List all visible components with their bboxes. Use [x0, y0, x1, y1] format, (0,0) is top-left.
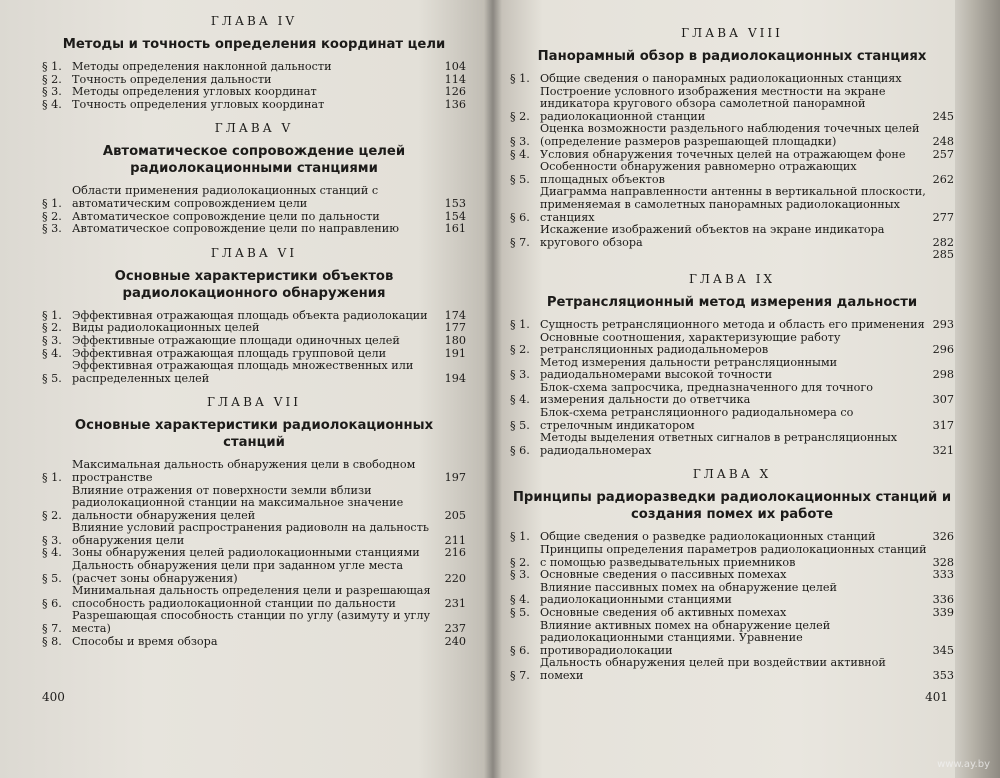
section-page: 293	[932, 317, 954, 331]
section-number: § 6.	[510, 443, 530, 457]
section-title: Дальность обнаружения цели при заданном угле места (расчет зоны обнаружения)	[72, 559, 404, 585]
section-page: 345	[932, 643, 954, 657]
chapter-title: Принципы радиоразведки радиолокационных станций и создания помех их работе	[512, 490, 952, 523]
section-page: 277	[932, 210, 954, 224]
section-title: Эффективные отражающие площади одиночных целей	[72, 333, 400, 347]
section-page: 194	[444, 371, 466, 385]
section-number: § 3.	[42, 333, 62, 347]
section-page: 180	[444, 333, 466, 347]
toc-entry	[42, 223, 466, 236]
section-page: 245	[932, 109, 954, 123]
toc-entry	[42, 185, 466, 210]
section-page: 317	[932, 418, 954, 432]
section-title: Влияние активных помех на обнаружение целей радиолокационными станциями. Уравнение противорадиолокации	[540, 618, 831, 657]
section-title: Эффективная отражающая площадь групповой цели	[72, 346, 387, 360]
section-number: § 3.	[42, 222, 62, 236]
section-title: Оценка возможности раздельного наблюдения точечных целей (определение размеров разрешающей площадки)	[540, 122, 920, 148]
section-number: § 8.	[42, 634, 62, 648]
section-page: 211	[444, 533, 466, 547]
section-page: 298	[932, 368, 954, 382]
toc-entry	[42, 61, 466, 74]
toc-entry	[42, 485, 466, 523]
toc-list	[42, 61, 466, 111]
section-number: § 6.	[42, 596, 62, 610]
toc-entry	[510, 86, 954, 124]
section-page: 296	[932, 343, 954, 357]
section-number: § 5.	[510, 418, 530, 432]
toc-entry	[42, 585, 466, 610]
section-number: § 6.	[510, 643, 530, 657]
toc-entry	[510, 357, 954, 382]
section-number: § 2.	[510, 109, 530, 123]
section-title: Области применения радиолокационных станций с автоматическим сопровождением цели	[72, 184, 379, 210]
section-title: Основные сведения об активных помехах	[540, 606, 787, 619]
section-number: § 6.	[510, 210, 530, 224]
section-page: 237	[444, 622, 466, 636]
section-number: § 2.	[42, 209, 62, 223]
toc-entry	[510, 657, 954, 682]
chapter-label: ГЛАВА IV	[210, 14, 298, 28]
section-title: Методы определения наклонной дальности	[72, 60, 332, 73]
toc-list	[510, 531, 954, 682]
section-title: Дальность обнаружения целей при воздействии активной помехи	[540, 656, 886, 682]
section-number: § 5.	[42, 571, 62, 585]
toc-entry	[42, 522, 466, 547]
section-title: Способы и время обзора	[72, 634, 218, 648]
chapter-label: ГЛАВА VII	[207, 395, 301, 410]
book-gutter-shadow	[484, 0, 502, 778]
section-title: Методы выделения ответных сигналов в ретрансляционных радиодальномерах	[540, 431, 898, 457]
section-number: § 5.	[510, 606, 530, 619]
section-title: Блок-схема ретрансляционного радиодальномера со стрелочным индикатором	[540, 406, 854, 432]
section-page: 282	[932, 235, 954, 249]
right-page-contents	[510, 26, 954, 683]
toc-entry	[510, 569, 954, 582]
page-number-right: 401	[925, 690, 948, 704]
section-page: 177	[444, 321, 466, 335]
section-number: § 5.	[42, 371, 62, 385]
section-page: 154	[444, 209, 466, 223]
section-title: Эффективная отражающая площадь множественных или распределенных целей	[72, 359, 414, 385]
toc-entry	[510, 73, 954, 86]
section-title: Искажение изображений объектов на экране индикатора кругового обзора	[540, 223, 885, 249]
toc-entry	[510, 249, 954, 262]
section-number: § 7.	[510, 235, 530, 249]
toc-entry	[510, 186, 954, 224]
section-title: Основные соотношения, характеризующие работу ретрансляционных радиодальномеров	[540, 330, 841, 357]
section-page: 339	[932, 606, 954, 619]
section-page: 191	[444, 346, 466, 360]
section-page: 153	[444, 196, 466, 210]
section-page: 231	[444, 596, 466, 610]
page-edge	[955, 0, 1000, 778]
section-page: 248	[932, 134, 954, 148]
section-page: 285	[932, 248, 954, 262]
section-page: 197	[444, 470, 466, 484]
section-title: Минимальная дальность определения цели и разрешающая способность радиолокационной станции по дальности	[72, 584, 431, 610]
section-title: Условия обнаружения точечных целей на отражающем фоне	[540, 147, 906, 161]
toc-entry	[510, 224, 954, 249]
section-title: Метод измерения дальности ретрансляционными радиодальномерами высокой точности	[540, 355, 838, 382]
toc-entry	[42, 360, 466, 385]
toc-entry	[510, 607, 954, 620]
section-number: § 2.	[510, 343, 530, 357]
toc-entry	[510, 332, 954, 357]
section-number: § 1.	[510, 317, 530, 331]
toc-entry	[510, 382, 954, 407]
section-page: 104	[444, 60, 466, 73]
section-number: § 1.	[42, 196, 62, 210]
section-title: Разрешающая способность станции по углу (азимуту и углу места)	[72, 609, 431, 636]
section-title: Влияние отражения от поверхности земли вблизи радиолокационной станции на максимальное значение дальности обнаружения целей	[72, 483, 404, 522]
toc-entry	[510, 123, 954, 148]
toc-entry	[42, 99, 466, 112]
chapter-label: ГЛАВА V	[214, 121, 294, 136]
section-page: 161	[444, 222, 466, 236]
section-number: § 2.	[510, 555, 530, 569]
section-title: Построение условного изображения местности на экране индикатора кругового обзора самолетной панорамной радиолокационной станции	[540, 84, 886, 123]
section-page: 174	[444, 308, 466, 322]
section-number: § 3.	[42, 533, 62, 547]
section-title: Точность определения угловых координат	[72, 97, 325, 111]
page-number-left: 400	[42, 690, 65, 704]
section-number: § 2.	[42, 321, 62, 335]
section-number: § 7.	[510, 668, 530, 682]
section-page: 136	[444, 97, 466, 111]
section-number: § 1.	[510, 72, 530, 85]
section-title: Точность определения дальности	[72, 72, 272, 86]
toc-entry	[510, 620, 954, 658]
section-number: § 4.	[42, 546, 62, 560]
section-page: 333	[932, 568, 954, 582]
toc-entry	[42, 560, 466, 585]
chapter-label: ГЛАВА IX	[688, 271, 776, 286]
section-page: 205	[444, 508, 466, 522]
section-number: § 1.	[510, 530, 530, 544]
section-number: § 1.	[42, 308, 62, 322]
chapter-label: ГЛАВА X	[692, 467, 772, 482]
section-page: 321	[932, 443, 954, 457]
section-title: Влияние условий распространения радиоволн на дальность обнаружения цели	[72, 521, 429, 547]
chapter-title: Основные характеристики радиолокационных станций	[74, 418, 434, 451]
section-number: § 5.	[510, 172, 530, 186]
toc-entry	[42, 86, 466, 99]
section-title: Влияние пассивных помех на обнаружение целей радиолокационными станциями	[540, 580, 837, 607]
section-title: Автоматическое сопровождение цели по направлению	[72, 222, 399, 236]
section-title: Общие сведения о разведке радиолокационных станций	[540, 530, 876, 544]
toc-entry	[42, 459, 466, 484]
section-number: § 4.	[510, 147, 530, 161]
section-title: Основные сведения о пассивных помехах	[540, 568, 787, 582]
toc-entry	[510, 544, 954, 569]
section-page: 216	[444, 546, 466, 560]
chapter-label: ГЛАВА VI	[210, 245, 298, 260]
left-page	[0, 0, 492, 778]
section-number: § 2.	[42, 72, 62, 86]
section-title: Блок-схема запросчика, предназначенного для точного измерения дальности до ответчика	[540, 380, 873, 407]
section-page: 328	[932, 555, 954, 569]
toc-list	[510, 319, 954, 458]
section-number: § 1.	[42, 60, 62, 73]
chapter-title: Автоматическое сопровождение целей радиолокационными станциями	[102, 144, 406, 177]
section-number: § 4.	[510, 593, 530, 607]
toc-list	[42, 185, 466, 235]
section-number: § 3.	[42, 85, 62, 99]
chapter-label: ГЛАВА VIII	[681, 26, 783, 40]
section-title: Методы определения угловых координат	[72, 85, 317, 99]
section-page: 307	[932, 393, 954, 407]
chapter-title: Ретрансляционный метод измерения дальности	[546, 294, 918, 310]
toc-entry	[42, 335, 466, 348]
section-title: Автоматическое сопровождение цели по дальности	[72, 209, 380, 223]
section-title: Виды радиолокационных целей	[72, 321, 260, 335]
toc-entry	[510, 432, 954, 457]
left-page-contents	[42, 14, 466, 648]
section-page: 114	[444, 72, 466, 86]
toc-entry	[42, 636, 466, 649]
section-number: § 7.	[42, 622, 62, 636]
section-number: § 3.	[510, 568, 530, 582]
section-number: § 3.	[510, 134, 530, 148]
toc-entry	[510, 319, 954, 332]
section-title: Принципы определения параметров радиолокационных станций с помощью разведывательных приемников	[540, 543, 927, 569]
section-page: 257	[932, 147, 954, 161]
section-page: 126	[444, 85, 466, 99]
section-page: 353	[932, 668, 954, 682]
section-number: § 4.	[42, 346, 62, 360]
section-page: 240	[444, 634, 466, 648]
section-number: § 2.	[42, 508, 62, 522]
section-title: Диаграмма направленности антенны в вертикальной плоскости, применяемая в самолетных панорамных радиолокационных станциях	[540, 185, 926, 224]
chapter-title: Панорамный обзор в радиолокационных станциях	[537, 49, 927, 64]
watermark: www.ay.by	[937, 759, 990, 770]
toc-entry	[510, 161, 954, 186]
section-title: Эффективная отражающая площадь объекта радиолокации	[72, 308, 428, 322]
toc-list	[510, 73, 954, 262]
section-title: Общие сведения о панорамных радиолокационных станциях	[540, 72, 902, 85]
section-title: Сущность ретрансляционного метода и область его применения	[540, 317, 925, 331]
toc-entry	[510, 582, 954, 607]
section-number: § 3.	[510, 368, 530, 382]
section-page: 336	[932, 593, 954, 607]
toc-list	[42, 459, 466, 648]
section-number: § 4.	[510, 393, 530, 407]
section-page: 220	[444, 571, 466, 585]
toc-entry	[42, 610, 466, 635]
right-page	[492, 0, 1000, 778]
section-number: § 4.	[42, 97, 62, 111]
section-page: 262	[932, 172, 954, 186]
section-title: Максимальная дальность обнаружения цели в свободном пространстве	[72, 458, 416, 484]
toc-list	[42, 310, 466, 386]
chapter-title: Методы и точность определения координат цели	[62, 37, 446, 52]
section-number: § 1.	[42, 470, 62, 484]
toc-entry	[510, 407, 954, 432]
section-page: 326	[932, 530, 954, 544]
section-title: Особенности обнаружения равномерно отражающих площадных объектов	[540, 160, 857, 186]
chapter-title: Основные характеристики объектов радиолокационного обнаружения	[114, 268, 394, 301]
section-title: Зоны обнаружения целей радиолокационными станциями	[72, 546, 420, 560]
